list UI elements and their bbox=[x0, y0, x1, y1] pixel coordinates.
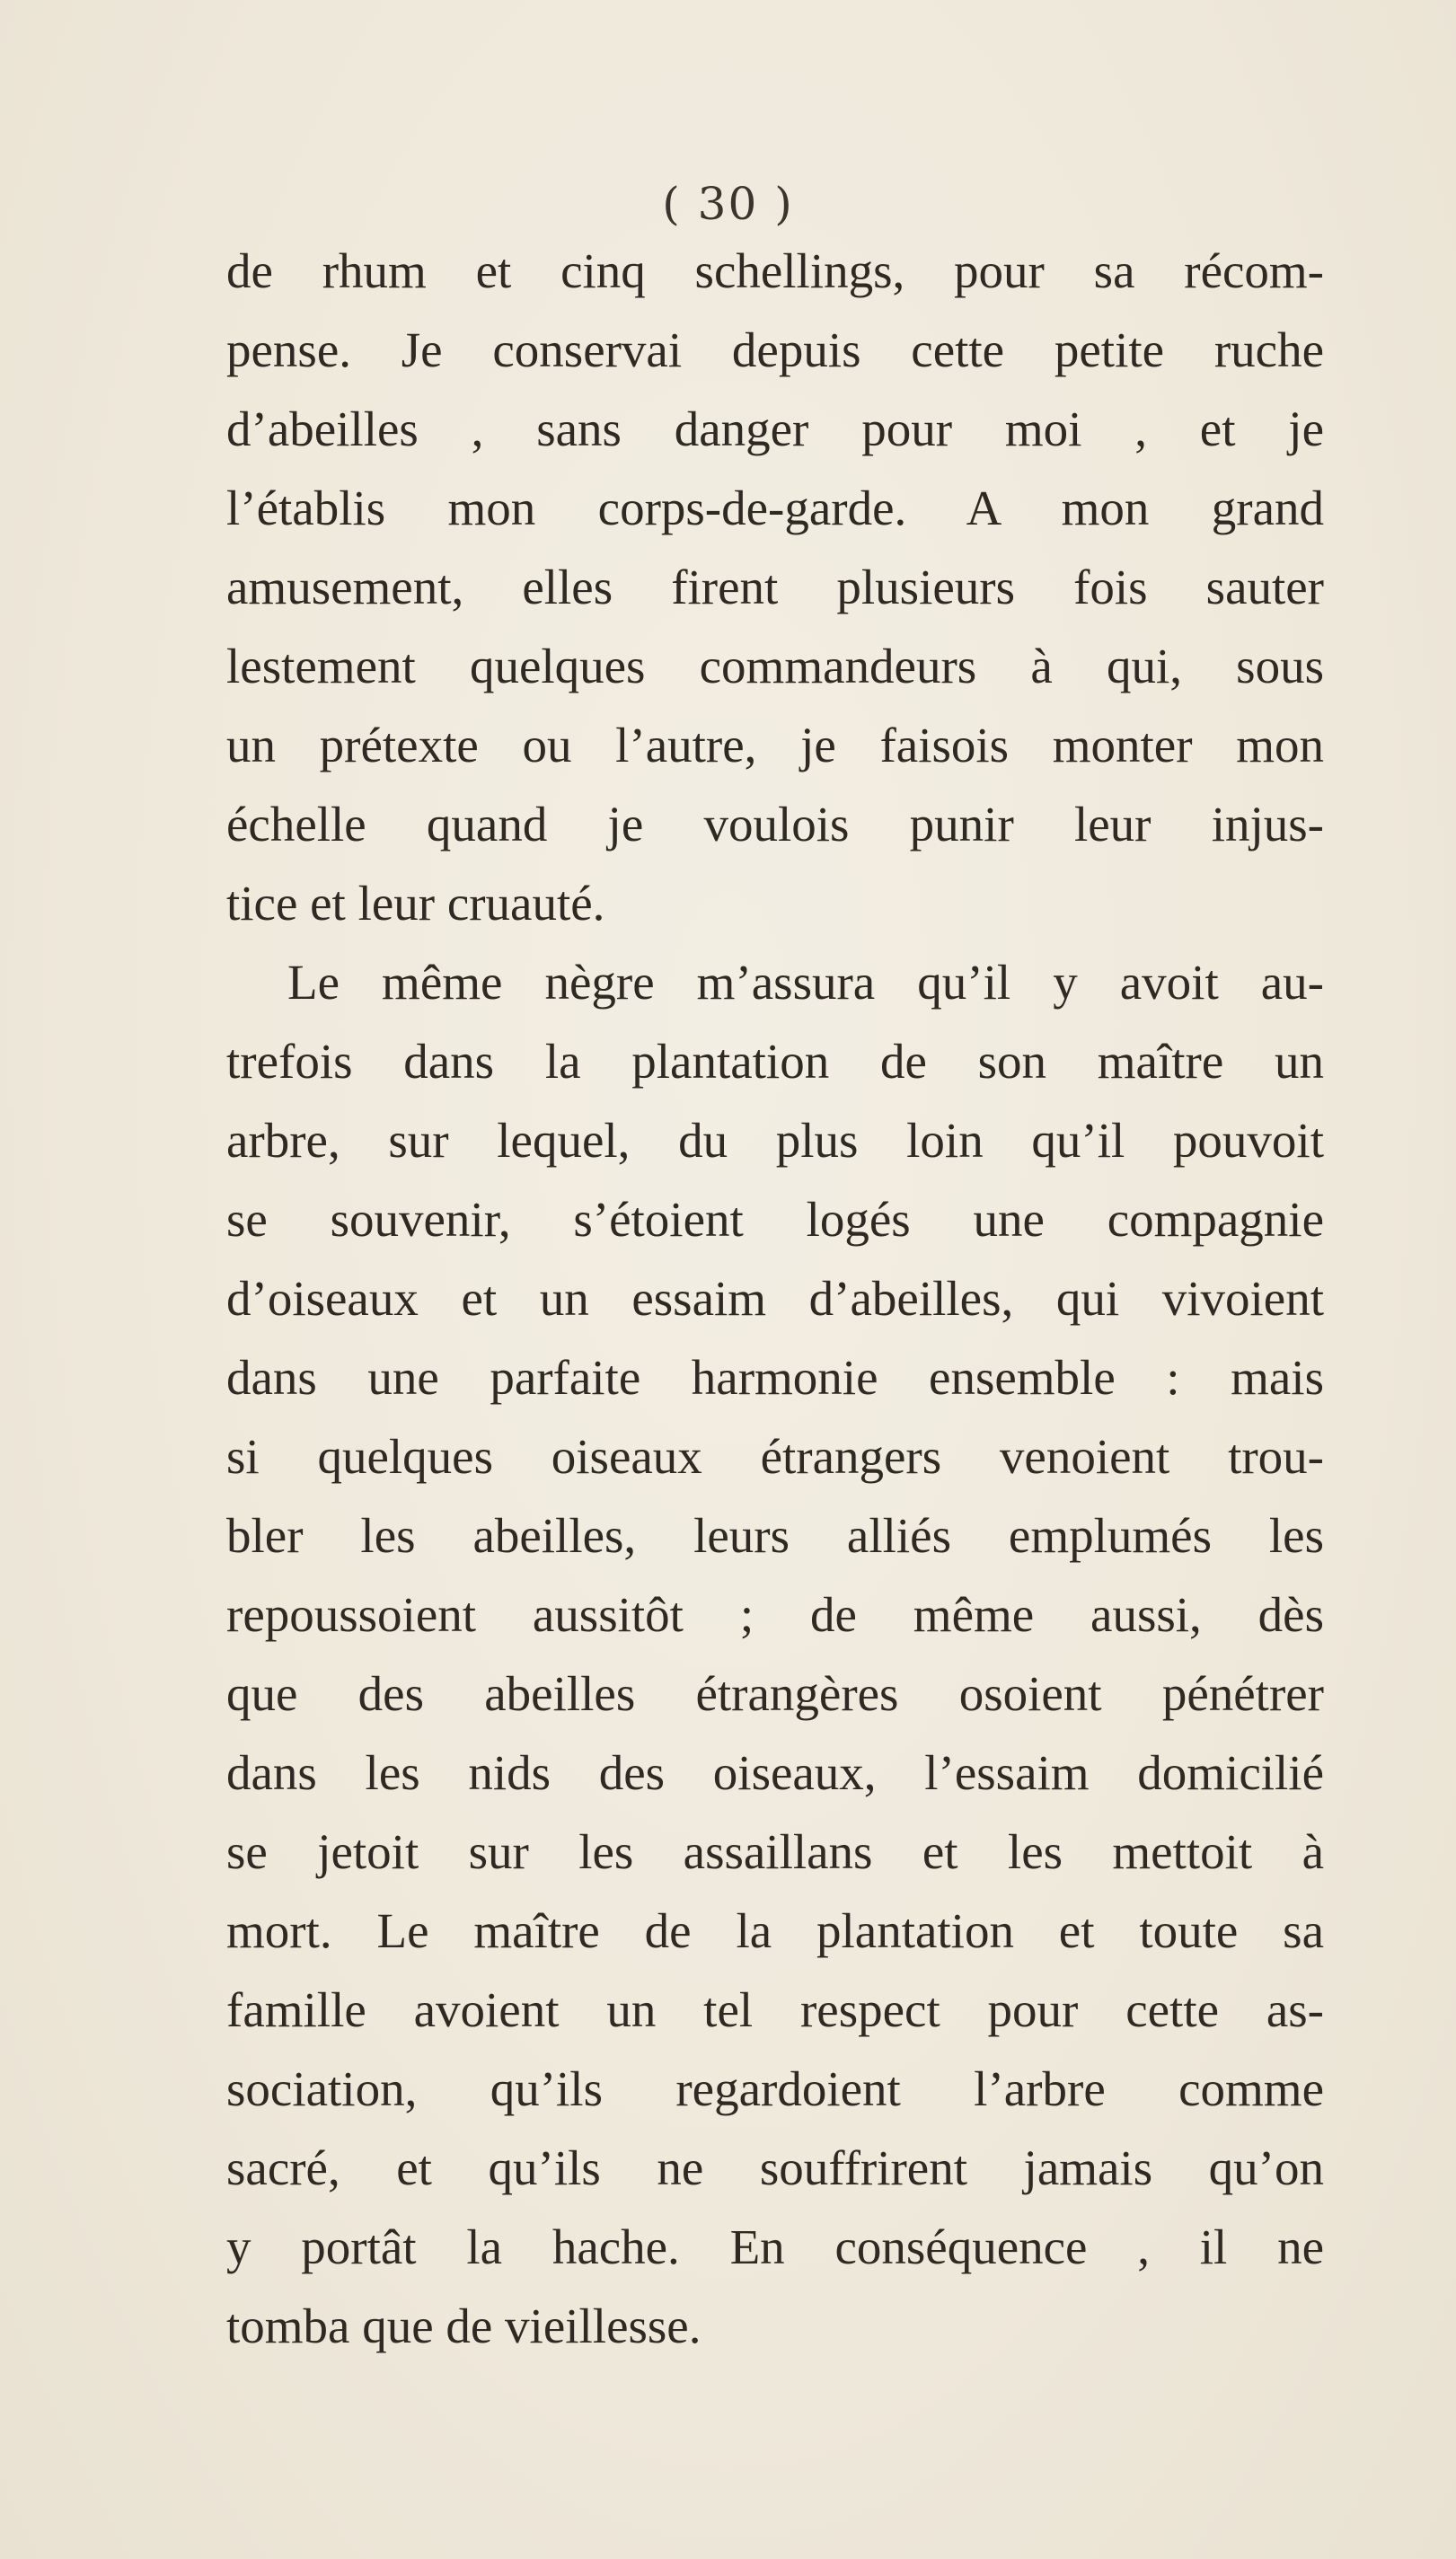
text-line: lestement quelques commandeurs à qui, sous bbox=[226, 639, 1324, 693]
text-line: amusement, elles firent plusieurs fois sauter bbox=[226, 560, 1324, 614]
text-line: de rhum et cinq schellings, pour sa récom- bbox=[226, 243, 1324, 298]
page-number: ( 30 ) bbox=[662, 178, 794, 230]
text-line: se jetoit sur les assaillans et les mettoit à bbox=[226, 1824, 1324, 1879]
text-line: sacré, et qu’ils ne souffrirent jamais qu’on bbox=[226, 2140, 1324, 2195]
text-line: bler les abeilles, leurs alliés emplumés les bbox=[226, 1508, 1324, 1563]
text-line: que des abeilles étrangères osoient pénétrer bbox=[226, 1666, 1324, 1721]
text-line: famille avoient un tel respect pour cette as- bbox=[226, 1982, 1324, 2037]
text-line: y portât la hache. En conséquence , il ne bbox=[226, 2219, 1324, 2274]
body-text bbox=[226, 232, 1324, 2366]
text-line: l’établis mon corps-de-garde. A mon grand bbox=[226, 481, 1324, 535]
text-line: pense. Je conservai depuis cette petite ruche bbox=[226, 322, 1324, 377]
text-line: repoussoient aussitôt ; de même aussi, dès bbox=[226, 1587, 1324, 1642]
paragraph-start-line: Le même nègre m’assura qu’il y avoit au- bbox=[287, 955, 1324, 1010]
text-line: sociation, qu’ils regardoient l’arbre comme bbox=[226, 2061, 1324, 2116]
text-line: arbre, sur lequel, du plus loin qu’il pouvoit bbox=[226, 1113, 1324, 1168]
text-line: mort. Le maître de la plantation et toute sa bbox=[226, 1903, 1324, 1958]
text-line: si quelques oiseaux étrangers venoient trou- bbox=[226, 1429, 1324, 1484]
text-line: se souvenir, s’étoient logés une compagnie bbox=[226, 1192, 1324, 1247]
text-line: tice et leur cruauté. bbox=[226, 876, 605, 931]
text-line: tomba que de vieillesse. bbox=[226, 2299, 702, 2353]
text-line: d’abeilles , sans danger pour moi , et je bbox=[226, 401, 1324, 456]
text-line: échelle quand je voulois punir leur injus- bbox=[226, 797, 1324, 852]
text-line: dans une parfaite harmonie ensemble : mais bbox=[226, 1350, 1324, 1405]
text-line: dans les nids des oiseaux, l’essaim domicilié bbox=[226, 1745, 1324, 1800]
text-line: d’oiseaux et un essaim d’abeilles, qui vivoient bbox=[226, 1271, 1324, 1326]
text-line: trefois dans la plantation de son maître un bbox=[226, 1034, 1324, 1089]
text-line: un prétexte ou l’autre, je faisois monter mon bbox=[226, 718, 1324, 772]
